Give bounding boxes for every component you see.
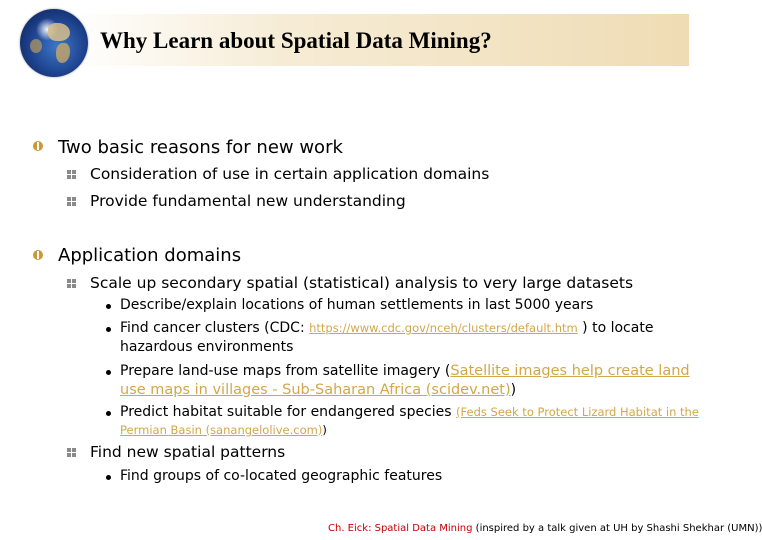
section-heading: Two basic reasons for new work [58, 137, 343, 158]
list-item-continuation: hazardous environments [120, 339, 294, 355]
list-item-continuation: Permian Basin (sanangelolive.com)) [120, 423, 327, 437]
satellite-link[interactable]: Satellite images help create land [450, 363, 690, 379]
list-item-continuation: use maps in villages - Sub-Saharan Africa (scidev.net)) [120, 382, 517, 398]
lizard-link[interactable]: Permian Basin (sanangelolive.com) [120, 423, 323, 437]
globe-icon [20, 9, 88, 77]
dot-bullet-icon [106, 411, 111, 416]
lizard-link[interactable]: (Feds Seek to Protect Lizard Habitat in the [456, 405, 699, 419]
list-item: Predict habitat suitable for endangered species (Feds Seek to Protect Lizard Habitat in the [120, 404, 699, 420]
section-heading: Application domains [58, 245, 242, 266]
sub-bullet-icon [67, 279, 76, 288]
dot-bullet-icon [106, 475, 111, 480]
sub-bullet-icon [67, 197, 76, 206]
section-bullet-icon [33, 250, 43, 260]
sub-bullet-icon [67, 448, 76, 457]
list-item: Scale up secondary spatial (statistical) analysis to very large datasets [90, 274, 634, 292]
list-item: Describe/explain locations of human settlements in last 5000 years [120, 297, 594, 313]
list-item: Consideration of use in certain application domains [90, 165, 490, 183]
list-item: Find groups of co-located geographic features [120, 468, 443, 484]
list-item: Find new spatial patterns [90, 443, 286, 461]
dot-bullet-icon [106, 370, 111, 375]
list-item: Find cancer clusters (CDC: https://www.cdc.gov/nceh/clusters/default.htm ) to locate [120, 320, 654, 336]
sub-bullet-icon [67, 170, 76, 179]
dot-bullet-icon [106, 304, 111, 309]
list-item: Prepare land-use maps from satellite imagery (Satellite images help create land [120, 363, 690, 379]
slide-title: Why Learn about Spatial Data Mining? [100, 28, 492, 53]
footer: Ch. Eick: Spatial Data Mining (inspired by a talk given at UH by Shashi Shekhar (UMN)) [328, 523, 762, 534]
dot-bullet-icon [106, 327, 111, 332]
section-bullet-icon [33, 141, 43, 151]
cdc-link[interactable]: https://www.cdc.gov/nceh/clusters/default.htm [309, 321, 578, 335]
satellite-link[interactable]: use maps in villages - Sub-Saharan Africa (scidev.net) [120, 382, 511, 398]
list-item: Provide fundamental new understanding [90, 192, 406, 210]
